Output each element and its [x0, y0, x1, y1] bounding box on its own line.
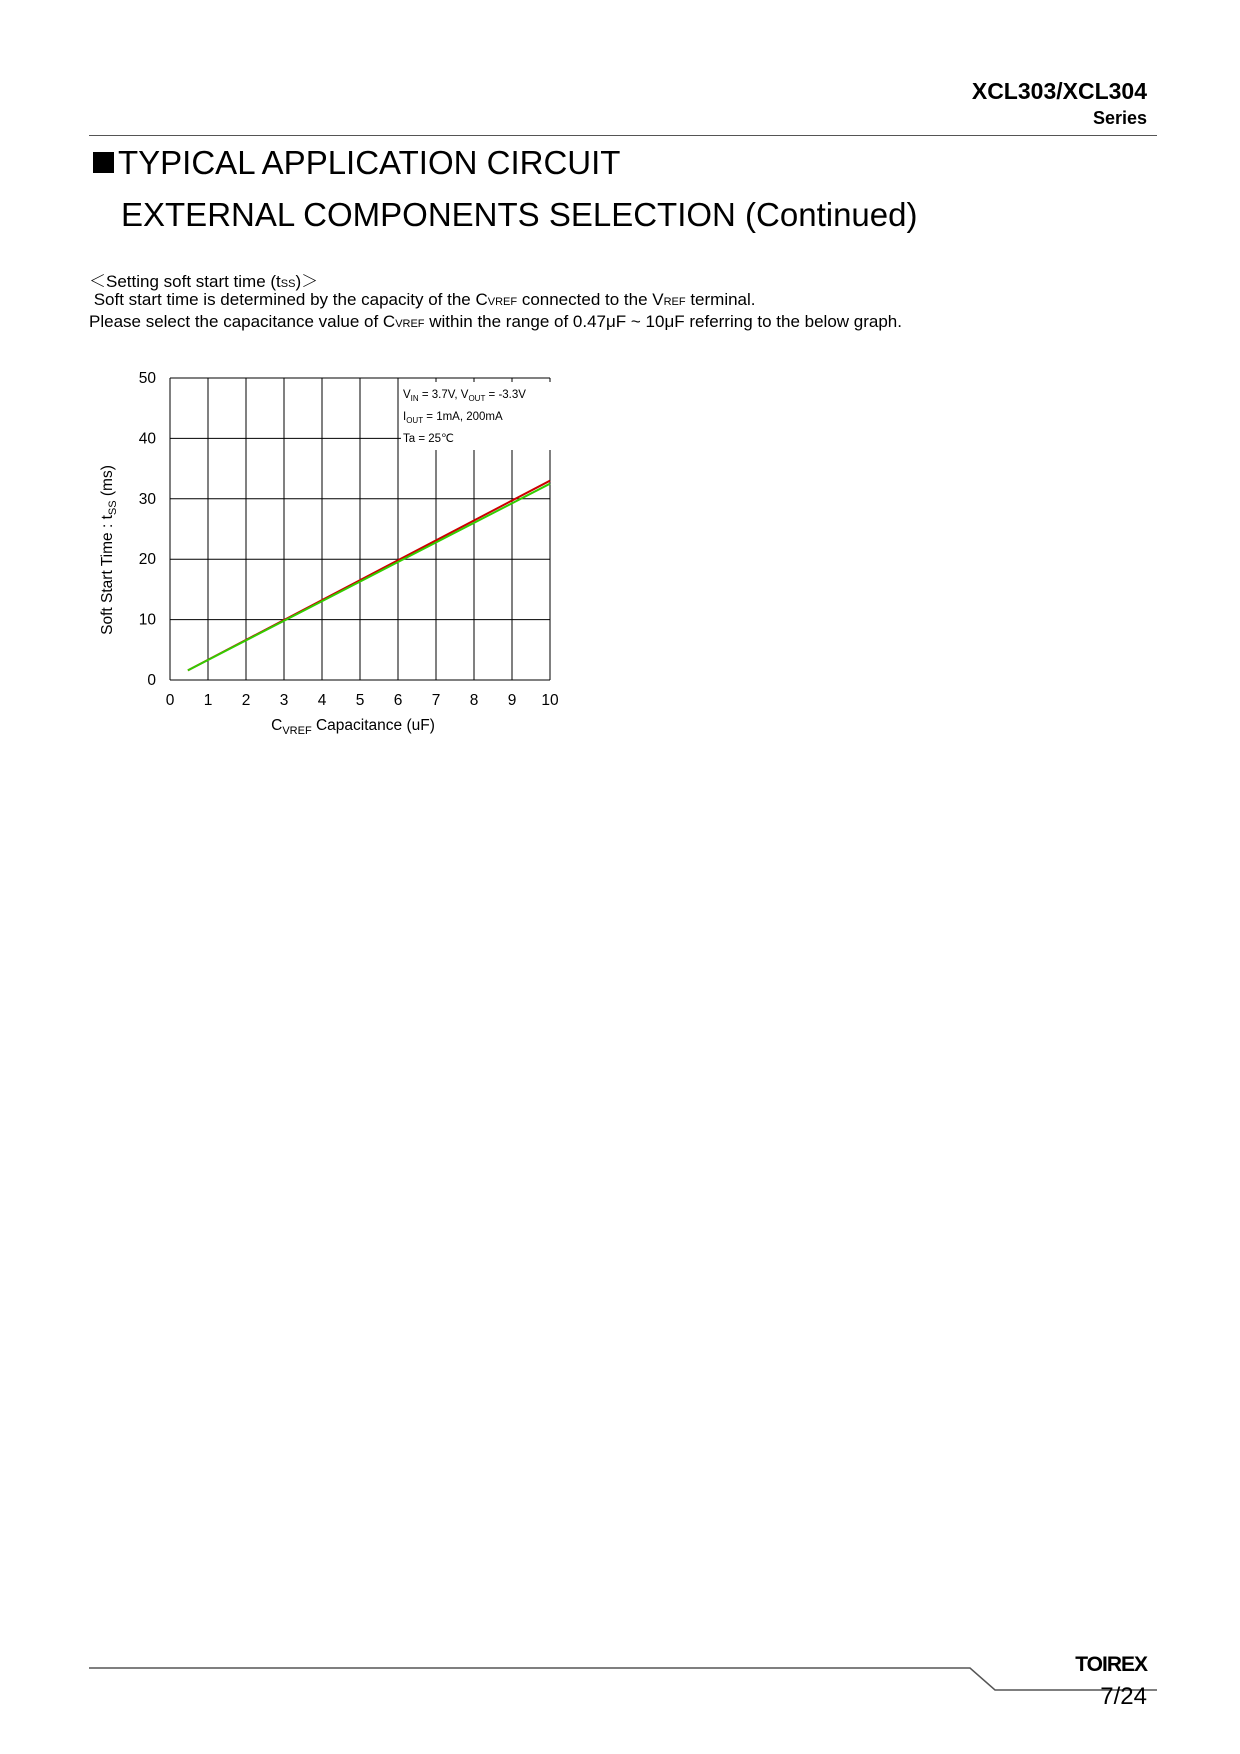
y-tick-label: 20: [138, 551, 156, 569]
x-tick-label: 0: [165, 692, 175, 709]
line1-sub2: REF: [663, 296, 686, 308]
soft-start-chart: [90, 360, 580, 760]
section-subtitle: EXTERNAL COMPONENTS SELECTION (Continued): [121, 196, 918, 233]
heading-sub: SS: [280, 278, 296, 290]
x-tick-label: 5: [355, 692, 365, 709]
x-tick-label: 4: [317, 692, 327, 709]
line2-b: within the range of 0.47μF ~ 10μF referring to the below graph.: [424, 312, 902, 331]
y-tick-label: 10: [138, 611, 156, 629]
annotation-line-3: Ta = 25℃: [403, 433, 454, 445]
line2-sub: VREF: [395, 318, 425, 330]
section-title: [93, 144, 620, 182]
torex-logo: TOIREX: [1075, 1653, 1147, 1676]
x-tick-label: 10: [541, 692, 559, 709]
x-tick-label: 6: [393, 692, 403, 709]
product-name: XCL303/XCL304: [971, 78, 1147, 104]
heading-open: ＜Setting soft start time (t: [89, 272, 281, 291]
series-label: Series: [1092, 108, 1147, 128]
soft-start-paragraph-1: [89, 290, 756, 310]
y-tick-label: 0: [147, 672, 156, 689]
x-tick-labels: [166, 692, 559, 709]
annotation-line-1: $V_{IN} = 3.7V$, $V_{OUT} = -3.3V$: [403, 389, 526, 403]
header-rule: [89, 135, 1157, 136]
chart-series: [188, 481, 550, 671]
section-title-text: TYPICAL APPLICATION CIRCUIT: [118, 144, 621, 181]
series-line-1: [188, 484, 550, 671]
x-tick-label: 3: [279, 692, 289, 709]
line1-b: connected to the V: [517, 290, 664, 309]
y-tick-label: 30: [138, 490, 156, 508]
soft-start-paragraph-2: [89, 312, 902, 332]
square-bullet-icon: [93, 152, 114, 173]
x-tick-label: 2: [241, 692, 251, 709]
soft-start-heading: [89, 267, 318, 292]
page-number: 7/24: [1100, 1683, 1147, 1710]
y-tick-label: 50: [138, 370, 156, 387]
x-tick-label: 7: [431, 692, 441, 709]
y-tick-labels: [139, 370, 157, 689]
y-axis-label: Soft Start Time : $t_{SS}$ (ms): [99, 465, 119, 635]
x-tick-label: 1: [203, 692, 213, 709]
x-tick-label: 8: [469, 692, 479, 709]
heading-close: )＞: [295, 272, 319, 291]
x-tick-label: 9: [507, 692, 517, 709]
line1-a: Soft start time is determined by the capacity of the C: [89, 290, 488, 309]
line1-c: terminal.: [685, 290, 756, 309]
y-tick-label: 40: [138, 430, 156, 448]
line1-sub1: VREF: [487, 296, 518, 308]
line2-a: Please select the capacitance value of C: [89, 312, 396, 331]
annotation-line-2: $I_{OUT} = 1mA$, 200mA: [403, 411, 503, 425]
x-axis-label: $C_{VREF}$ Capacitance (uF): [271, 717, 435, 737]
